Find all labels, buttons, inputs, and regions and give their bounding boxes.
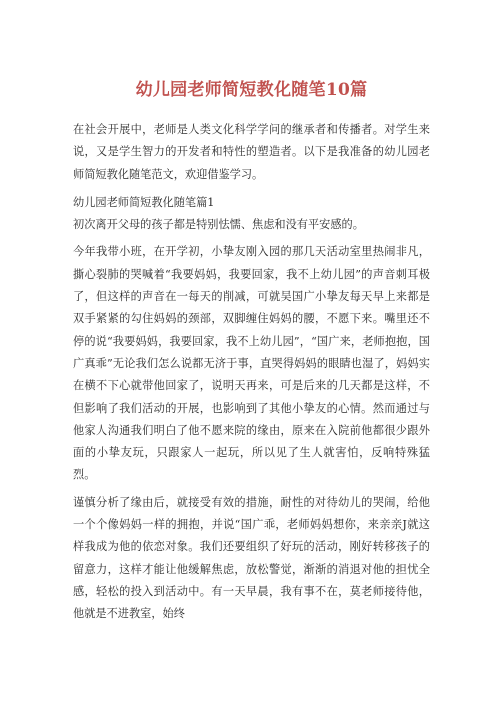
section-heading: 幼儿园老师简短教化随笔篇1	[73, 195, 215, 209]
intro-paragraph: 在社会开展中，老师是人类文化科学学问的继承者和传播者。对学生来说，又是学生智力的开发者和特性的塑造者。以下是我准备的幼儿园老师简短教化随笔范文，欢迎借鉴学习。	[73, 123, 430, 181]
body-paragraph: 初次离开父母的孩子都是特别怯懦、焦虑和没有平安感的。	[73, 218, 364, 232]
body-paragraph: 今年我带小班，在开学初，小挚友刚入园的那几天活动室里热闹非凡，撕心裂肺的哭喊着“我要妈妈，我要回家，我不上幼儿园”的声音刺耳极了，但这样的声音在一每天的削减，可就吴国广小挚友每天早上来都是双手紧紧的勾住妈妈的颈部，双脚缠住妈妈的腰，不愿下来。嘴里还不停的说“我要妈妈，我要回家，我不上幼儿园”，“国广来，老师抱抱，国广真乖”无论我们怎么说都无济于事，直哭得妈妈的眼睛也湿了，妈妈实在横不下心就带他回家了，说明天再来，可是后来的几天都是这样，不但影响了我们活动的开展，也影响到了其他小挚友的心情。然而通过与他家人沟通我们明白了他不愿来院的缘由，原来在入院前他都很少跟外面的小挚友玩，只跟家人一起玩，所以见了生人就害怕，反响特殊猛烈。	[73, 245, 430, 482]
body-paragraph: 谨慎分析了缘由后，就接受有效的措施，耐性的对待幼儿的哭闹，给他一个个像妈妈一样的拥抱，并说“国广乖，老师妈妈想你，来亲亲J就这样我成为他的依恋对象。我们还要组织了好玩的活动，刚好转移孩子的留意力，这样才能让他缓解焦虑，放松警觉，渐渐的消退对他的担忧全感，轻松的投入到活动中。有一天早晨，我有事不在，莫老师接待他，他就是不进教室，始终	[73, 495, 430, 621]
document-title: 幼儿园老师简短教化随笔10篇	[135, 80, 368, 100]
